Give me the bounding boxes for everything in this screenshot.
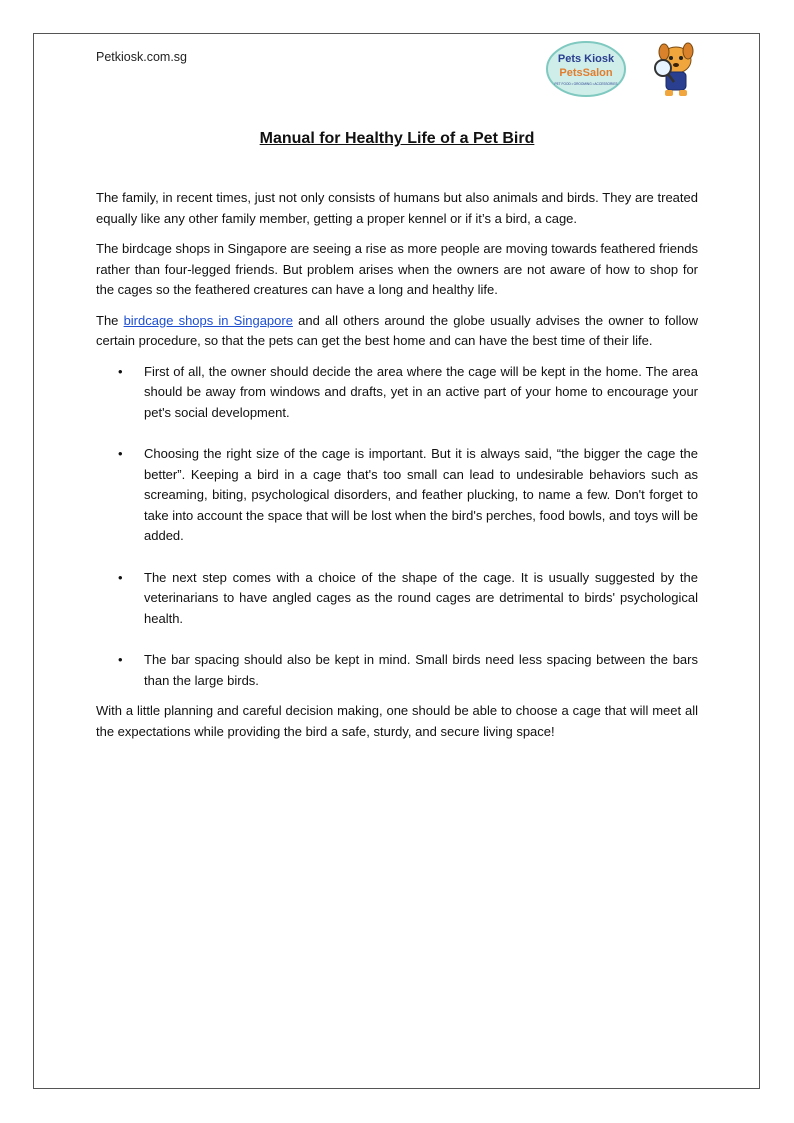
paragraph-procedure (96, 311, 698, 352)
site-name: Petkiosk.com.sg (96, 50, 188, 64)
paragraph-closing: With a little planning and careful decision making, one should be able to choose a cage that will meet all the expectations while providing the bird a safe, sturdy, and secure living space! (96, 703, 698, 739)
logo-line2: PetsSalon (559, 67, 613, 79)
dog-mascot-icon (655, 43, 693, 96)
bullet-icon: • (118, 569, 123, 585)
bullet-icon: • (118, 446, 123, 461)
list-item (96, 444, 698, 547)
list-item-text: First of all, the owner should decide the area where the cage will be kept in the home. The area should be away from windows and drafts, yet in an active part of your home to encourage your pet's social development. (144, 363, 698, 420)
list-item (96, 568, 698, 630)
document-title: Manual for Healthy Life of a Pet Bird (259, 130, 535, 147)
logo-tagline: PET FOOD • GROOMING • ACCESSORIES (554, 82, 618, 86)
list-item-text: The bar spacing should also be kept in mind. Small birds need less spacing between the bars than the large birds. (144, 652, 698, 688)
list-item (96, 650, 698, 691)
bullet-icon: • (118, 652, 123, 667)
list-item-text: Choosing the right size of the cage is important. But it is always said, “the bigger the cage the better”. Keeping a bird in a cage that's too small can lead to undesirable behaviors such as screaming, biting, psychological disorders, and feather plucking, to name a few. Don't forget to take into account the space that will be lost when the bird's perches, food bowls, and toys will be added. (144, 446, 698, 543)
logo-line1: Pets Kiosk (557, 53, 615, 65)
paragraph-procedure-prefix: The (96, 312, 119, 328)
pets-kiosk-logo (546, 38, 704, 100)
document-body (96, 188, 698, 752)
tips-list (96, 362, 698, 692)
paragraph-procedure-suffix: and all others around the globe usually advises the owner to follow certain procedure, so that the pets can get the best home and can have the best time of their life. (96, 312, 698, 348)
list-item (96, 362, 698, 424)
bullet-icon: • (118, 363, 123, 379)
paragraph-intro: The family, in recent times, just not only consists of humans but also animals and birds. They are treated equally like any other family member, getting a proper kennel or if it’s a bird, a cage. (96, 190, 698, 226)
paragraph-shops: The birdcage shops in Singapore are seeing a rise as more people are moving towards feathered friends rather than four-legged friends. But problem arises when the owners are not aware of how to shop for the cages so the feathered creatures can have a long and healthy life. (96, 241, 698, 297)
birdcage-shops-link[interactable]: birdcage shops in Singapore (123, 312, 293, 328)
list-item-text: The next step comes with a choice of the shape of the cage. It is usually suggested by the veterinarians to have angled cages as the round cages are detrimental to birds' psychological health. (144, 569, 698, 626)
